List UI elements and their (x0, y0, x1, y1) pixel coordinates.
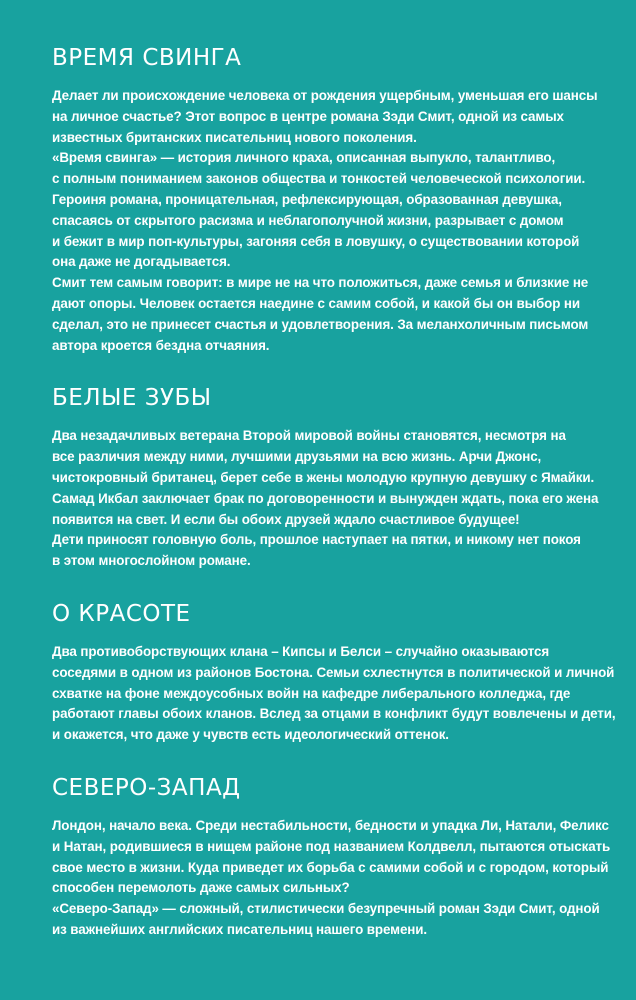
section-vremya-svinga (52, 44, 598, 356)
text-line: Два незадачливых ветерана Второй мировой войны становятся, несмотря на (52, 428, 566, 444)
section-severo-zapad (52, 774, 611, 941)
section-o-krasote (52, 600, 616, 746)
text-line: «Северо-Запад» — сложный, стилистически безупречный роман Зэди Смит, одной (52, 901, 600, 917)
text-line: и Натан, родившиеся в нищем районе под названием Колдвелл, пытаются отыскать (52, 838, 611, 854)
text-line: Самад Икбал заключает брак по договоренности и вынужден ждать, пока его жена (52, 490, 599, 506)
text-line: дают опоры. Человек остается наедине с самим собой, и какой бы он выбор ни (52, 295, 581, 311)
text-line: и бежит в мир поп-культуры, загоняя себя в ловушку, о существовании которой (52, 233, 580, 249)
section-belye-zuby (52, 384, 599, 572)
section-title: О КРАСОТЕ (52, 600, 191, 627)
text-line: появится на свет. И если бы обоих друзей ждало счастливое будущее! (52, 511, 520, 527)
section-text (52, 86, 598, 356)
text-line: и окажется, что даже у чувств есть идеологический оттенок. (52, 727, 449, 743)
section-title: ВРЕМЯ СВИНГА (52, 45, 242, 71)
text-line: спасаясь от скрытого расизма и неблагополучной жизни, разрывает с домом (52, 212, 564, 228)
text-line: на личное счастье? Этот вопрос в центре романа Зэди Смит, одной из самых (52, 108, 564, 124)
text-line: способен перемолоть даже самых сильных? (52, 880, 350, 896)
text-line: работают главы обоих кланов. Вслед за отцами в конфликт будут вовлечены и дети, (52, 706, 616, 722)
section-text (52, 426, 599, 572)
text-line: Дети приносят головную боль, прошлое наступает на пятки, и никому нет покоя (52, 532, 581, 548)
text-line: Два противоборствующих клана – Кипсы и Белси – случайно оказываются (52, 643, 550, 659)
text-line: из важнейших английских писательниц нашего времени. (52, 921, 428, 937)
text-line: «Время свинга» — история личного краха, описанная выпукло, талантливо, (52, 150, 556, 166)
section-text (52, 642, 616, 746)
section-text (52, 816, 611, 941)
text-line: с полным пониманием законов общества и тонкостей человеческой психологии. (52, 171, 586, 187)
text-line: автора кроется бездна отчаяния. (52, 337, 270, 353)
text-line: Лондон, начало века. Среди нестабильности, бедности и упадка Ли, Натали, Феликс (52, 817, 609, 833)
section-title: СЕВЕРО-ЗАПАД (52, 774, 241, 801)
text-line: все различия между ними, лучшими друзьями на всю жизнь. Арчи Джонс, (52, 449, 542, 465)
text-line: сделал, это не принесет счастья и удовлетворения. За меланхоличным письмом (52, 316, 589, 332)
text-line: она даже не догадывается. (52, 254, 231, 270)
text-line: известных британских писательниц нового поколения. (52, 129, 417, 145)
text-line: Героиня романа, проницательная, рефлексирующая, образованная девушка, (52, 191, 562, 207)
text-line: в этом многослойном романе. (52, 553, 251, 569)
text-line: Делает ли происхождение человека от рождения ущербным, уменьшая его шансы (52, 88, 598, 103)
text-line: свое место в жизни. Куда приведет их борьба с самими собой и с городом, который (52, 859, 609, 875)
text-line: схватке на фоне междоусобных войн на кафедре либерального колледжа, где (52, 685, 571, 701)
text-line: чистокровный британец, берет себе в жены молодую крупную девушку с Ямайки. (52, 469, 595, 485)
text-line: Смит тем самым говорит: в мире не на что положиться, даже семья и близкие не (52, 275, 589, 291)
section-title: БЕЛЫЕ ЗУБЫ (52, 385, 212, 412)
text-line: соседями в одном из районов Бостона. Семьи схлестнутся в политической и личной (52, 664, 615, 680)
